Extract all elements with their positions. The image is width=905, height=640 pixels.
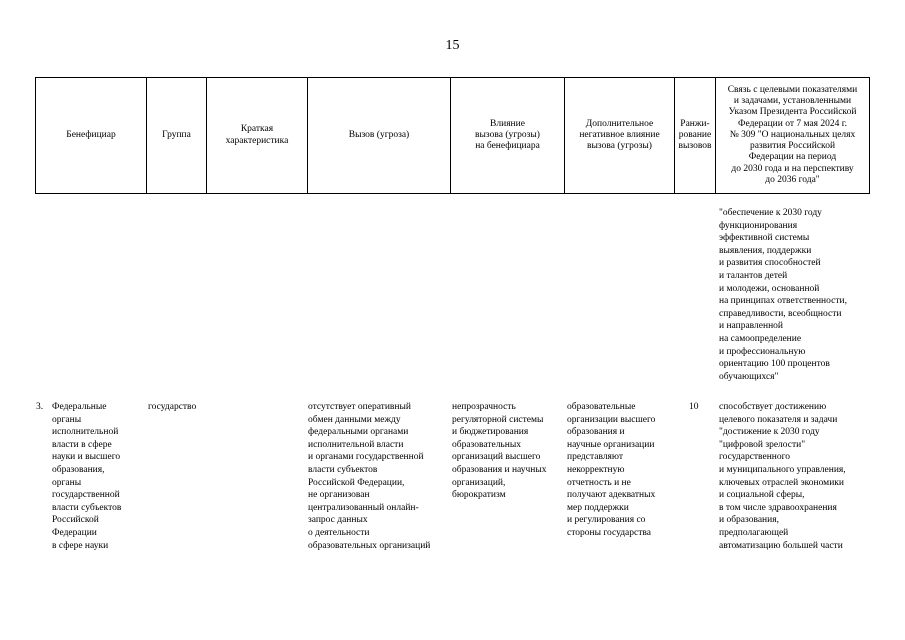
cell-link: способствует достижению целевого показателя и задачи "достижение к 2030 году "цифровой зрелости" государственного и муниципального управления, ключевых отраслей экономики и социальной сферы, в том числе здравоохранения и образования, предполагающей автоматизацию большей части (719, 402, 846, 551)
cell-beneficiary: Федеральные органы исполнительной власти в сфере науки и высшего образования, органы государственной власти субъектов Российской Федерации в сфере науки (52, 402, 122, 551)
header-additional: Дополнительное негативное влияние вызова (угрозы) (579, 118, 660, 152)
column-divider (869, 77, 870, 194)
header-impact: Влияние вызова (угрозы) на бенефициара (475, 118, 540, 152)
header-rank: Ранжи- рование вызовов (678, 118, 712, 152)
row-number: 3. (36, 402, 44, 412)
continuation-text: "обеспечение к 2030 году функционирования эффективной системы выявления, поддержки и развития способностей и талантов детей и молодежи, основанной на принципах ответственности, справедливости, всеобщности и направленной на самоопределение и профессиональную ориентацию 100 процентов обучающихся" (719, 208, 847, 382)
page-number: 15 (445, 38, 460, 53)
cell-impact: непрозрачность регуляторной системы и бюджетирования образовательных организаций высшего образования и научных организаций, бюрократизм (452, 402, 547, 501)
cell-rank: 10 (689, 402, 699, 412)
cell-challenge: отсутствует оперативный обмен данными между федеральными органами исполнительной власти и органами государственной власти субъектов Российской Федерации, не организован централизованный онлайн- запрос данных о деятельности образовательных организаций (308, 402, 431, 551)
header-link: Связь с целевыми показателями и задачами, установленными Указом Президента Российской Федерации от 7 мая 2024 г. № 309 "О национальных целях развития Российской Федерации на период до 2030 года и на перспективу до 2036 года" (727, 84, 858, 186)
header-group: Группа (162, 129, 191, 140)
cell-group: государство (148, 402, 197, 412)
header-challenge: Вызов (угроза) (348, 129, 410, 140)
header-bottom-rule (35, 193, 870, 194)
cell-additional: образовательные организации высшего образования и научные организации представляют некорректную отчетность и не получают адекватных мер поддержки и регулирования со стороны государства (567, 402, 656, 538)
header-description: Краткая характеристика (225, 124, 289, 146)
header-beneficiary: Бенефициар (66, 129, 116, 140)
